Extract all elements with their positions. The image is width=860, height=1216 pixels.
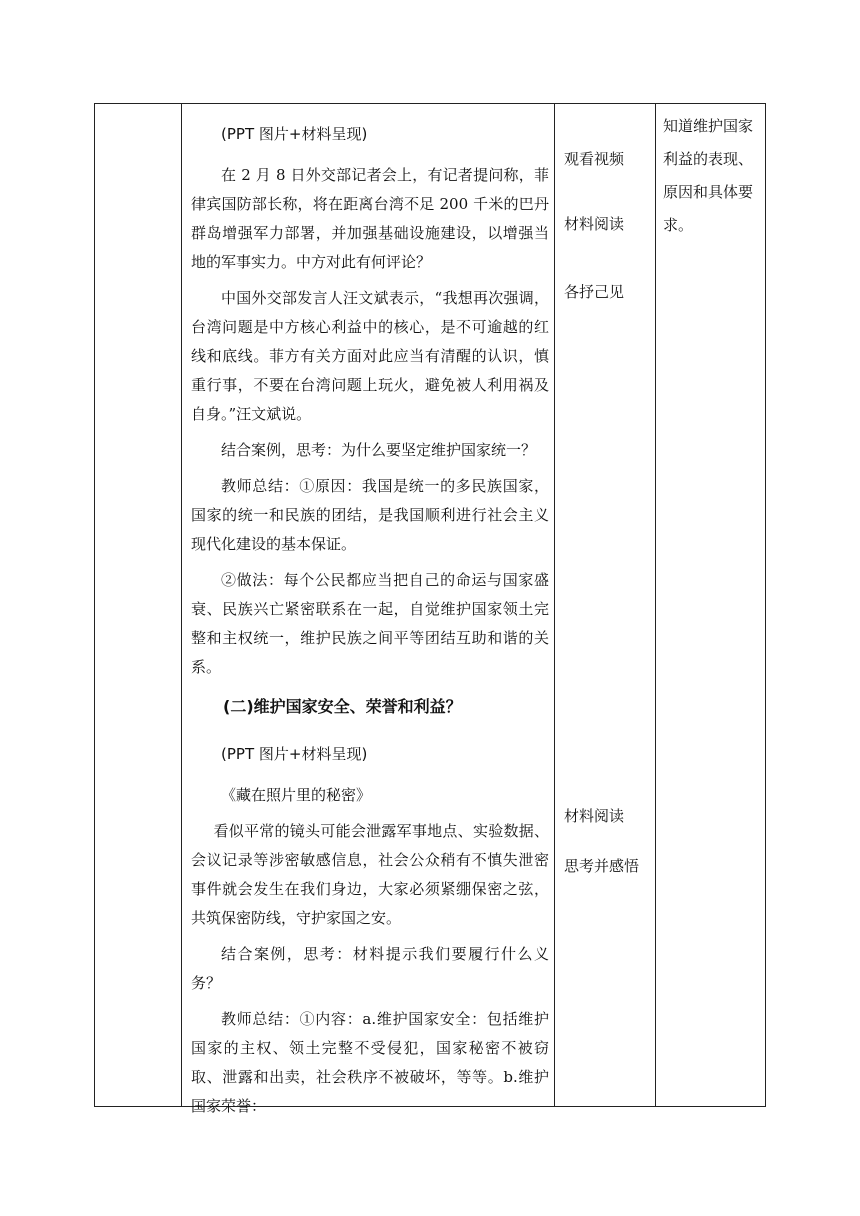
section2-title: (二)维护国家安全、荣誉和利益？ bbox=[223, 697, 462, 716]
student-activity-1: 观看视频 bbox=[564, 150, 625, 168]
question1: 结合案例，思考：为什么要坚定维护国家统一？ bbox=[221, 441, 537, 459]
teacher-summary-1: 教师总结：①原因：我国是统一的多民族国家，国家的统一和民族的团结，是我国顺利进行社会主义现代化建设的基本保证。 bbox=[191, 477, 549, 553]
column-divider-3 bbox=[655, 104, 656, 1106]
case2-title: 《藏在照片里的秘密》 bbox=[221, 786, 372, 804]
student-activity-4: 材料阅读 bbox=[564, 807, 625, 825]
case2-paragraph: 看似平常的镜头可能会泄露军事地点、实验数据、会议记录等涉密敏感信息，社会公众稍有不慎失泄密事件就会发生在我们身边，大家必须紧绷保密之弦，共筑保密防线，守护家国之安。 bbox=[191, 822, 549, 927]
student-activity-2: 材料阅读 bbox=[564, 215, 625, 233]
design-intent: 知道维护国家利益的表现、原因和具体要求。 bbox=[663, 117, 754, 234]
student-activity-3: 各抒己见 bbox=[564, 283, 625, 301]
part2-heading: (PPT 图片+材料呈现) bbox=[221, 745, 368, 763]
teacher-summary-3: 教师总结：①内容：a.维护国家安全：包括维护国家的主权、领土完整不受侵犯，国家秘密不被窃取、泄露和出卖，社会秩序不被破坏，等等。b.维护国家荣誉： bbox=[191, 1010, 549, 1115]
student-activity-5: 思考并感悟 bbox=[564, 857, 640, 875]
teacher-activity-column bbox=[191, 120, 549, 1128]
case1-paragraph: 在 2 月 8 日外交部记者会上，有记者提问称，菲律宾国防部长称，将在距离台湾不足 200 千米的巴丹群岛增强军力部署，并加强基础设施建设，以增强当地的军事实力。中方对此有何评论？ bbox=[191, 166, 549, 271]
part1-heading: (PPT 图片+材料呈现) bbox=[221, 125, 368, 143]
column-divider-1 bbox=[181, 104, 182, 1106]
case1-response-paragraph: 中国外交部发言人汪文斌表示，“我想再次强调，台湾问题是中方核心利益中的核心，是不可逾越的红线和底线。菲方有关方面对此应当有清醒的认识，慎重行事，不要在台湾问题上玩火，避免被人利用祸及自身。”汪文斌说。 bbox=[191, 289, 549, 423]
question2: 结合案例，思考：材料提示我们要履行什么义务？ bbox=[191, 945, 549, 992]
lesson-table bbox=[94, 103, 766, 1115]
teacher-summary-2: ②做法：每个公民都应当把自己的命运与国家盛衰、民族兴亡紧密联系在一起，自觉维护国家领土完整和主权统一，维护民族之间平等团结互助和谐的关系。 bbox=[191, 571, 549, 676]
column-divider-2 bbox=[554, 104, 555, 1106]
